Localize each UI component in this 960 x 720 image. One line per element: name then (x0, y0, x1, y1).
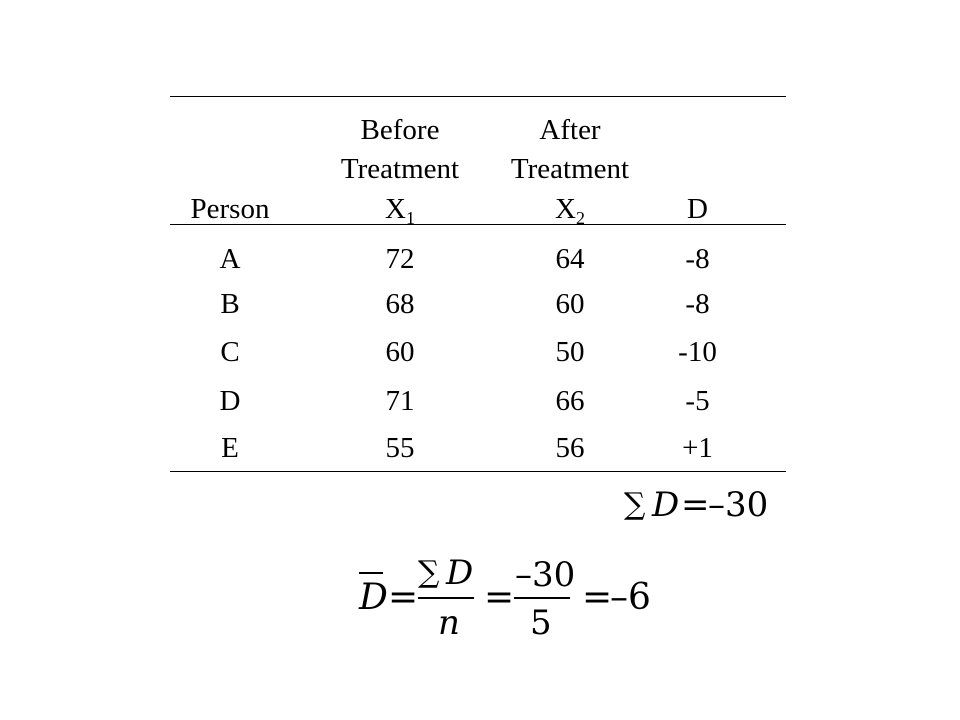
sum-value: –30 (708, 485, 769, 525)
row-a-d: -8 (685, 243, 710, 275)
header-after-line2: Treatment (510, 153, 630, 185)
row-c-d: -10 (678, 336, 717, 368)
frac2-num: –30 (515, 555, 576, 595)
frac2-den: 5 (530, 603, 552, 643)
header-x2-subscript: 2 (575, 208, 585, 228)
frac1-num-var: D (446, 553, 474, 593)
frac1-bar (418, 597, 474, 599)
header-before-line2: Treatment (340, 153, 460, 185)
header-after-line1: After (539, 114, 601, 146)
row-e-x1: 55 (385, 432, 415, 464)
frac1-den: n (438, 603, 460, 643)
mean-equals-2: = (484, 577, 515, 618)
mean-equals-3: = (582, 577, 613, 618)
row-c-person: C (220, 336, 240, 368)
row-b-x1: 68 (385, 288, 415, 320)
row-c-x1: 60 (385, 336, 415, 368)
header-x1-subscript: 1 (405, 208, 415, 228)
row-d-d: -5 (685, 385, 710, 417)
frac1-num-sigma: ∑ (418, 555, 440, 590)
row-e-person: E (221, 432, 239, 464)
header-x1-var: X (385, 193, 406, 225)
frac2-bar (514, 597, 570, 599)
row-c-x2: 50 (555, 336, 585, 368)
mean-var-d: D (359, 577, 388, 618)
row-d-x2: 66 (555, 385, 585, 417)
row-e-d: +1 (682, 432, 713, 464)
row-b-d: -8 (685, 288, 710, 320)
header-before-line1: Before (360, 114, 440, 146)
header-x2 (500, 192, 640, 226)
row-e-x2: 56 (555, 432, 585, 464)
row-a-x2: 64 (555, 243, 585, 275)
row-d-person: D (219, 385, 241, 417)
row-a-x1: 72 (385, 243, 415, 275)
mean-equals-1: = (388, 577, 419, 618)
table-top-rule (170, 96, 786, 97)
mean-overbar (359, 572, 383, 574)
row-b-person: B (220, 288, 240, 320)
row-d-x1: 71 (385, 385, 415, 417)
table-bottom-rule (170, 471, 786, 472)
header-x2-var: X (555, 193, 576, 225)
header-person: Person (190, 193, 270, 225)
header-x1 (330, 192, 470, 226)
sum-var-d: D (652, 485, 680, 525)
row-b-x2: 60 (555, 288, 585, 320)
header-d: D (687, 193, 708, 225)
mean-result: –6 (610, 577, 651, 618)
sum-sigma: ∑ (624, 487, 646, 522)
sum-equals: = (681, 485, 710, 525)
row-a-person: A (219, 243, 241, 275)
